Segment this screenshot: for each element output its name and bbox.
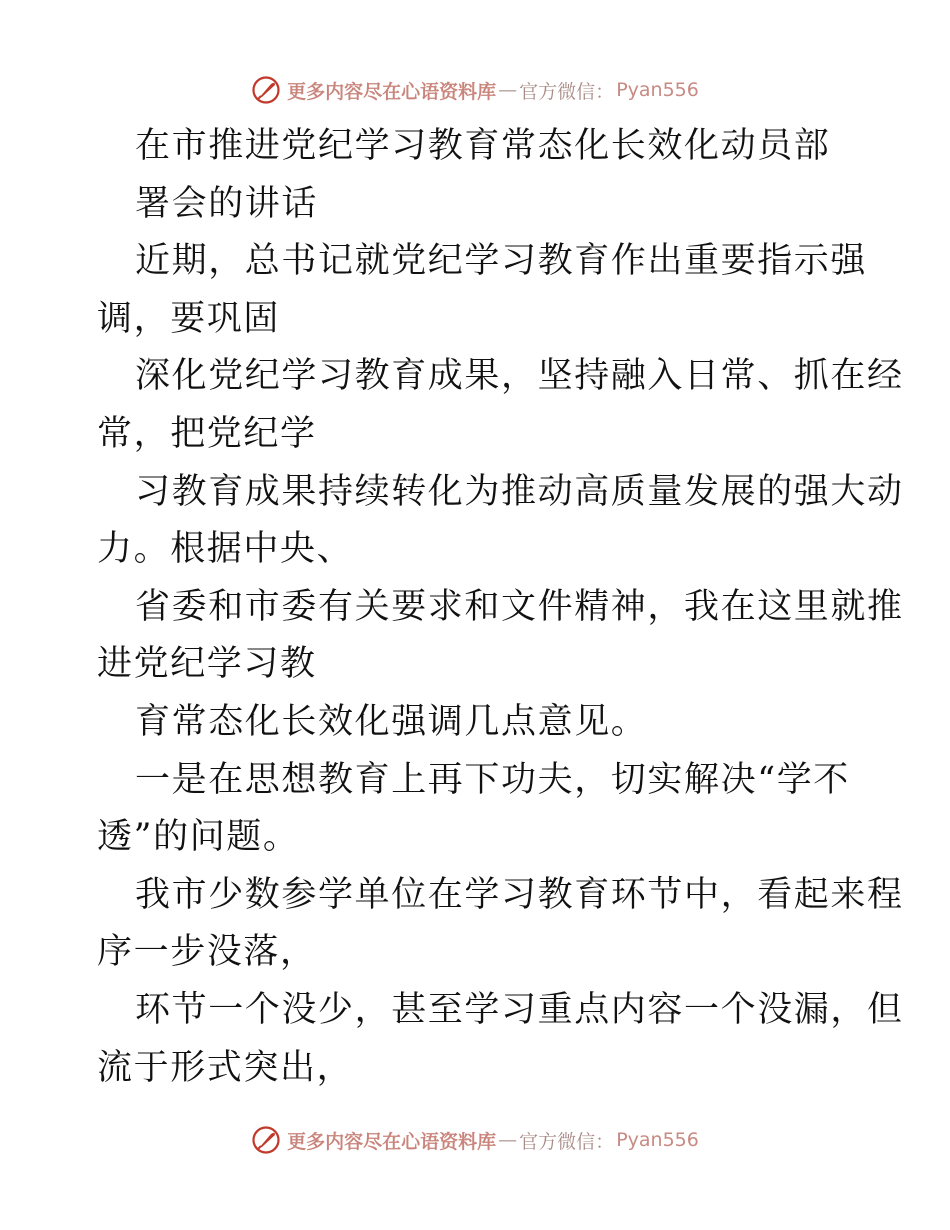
text-line: 习教育成果持续转化为推动高质量发展的强大动 — [135, 471, 904, 512]
text-line: 调，要巩固 — [97, 298, 281, 339]
text-line: 深化党纪学习教育成果，坚持融入日常、抓在经 — [135, 356, 904, 397]
document-body — [97, 118, 904, 1097]
text-line: 在市推进党纪学习教育常态化长效化动员部 — [135, 126, 831, 166]
text-line: 常，把党纪学 — [97, 413, 317, 454]
text-line: 环节一个没少，甚至学习重点内容一个没漏，但 — [135, 989, 904, 1030]
header-account: Pyan556 — [616, 79, 699, 101]
footer-brand-text: 更多内容尽在心语资料库 — [287, 1130, 497, 1153]
text-line: 力。根据中央、 — [97, 529, 354, 570]
text-line: 进党纪学习教 — [97, 644, 317, 685]
text-line: 一是在思想教育上再下功夫，切实解决“学不 — [135, 759, 850, 800]
quill-logo-icon — [251, 1125, 281, 1155]
footer-banner — [0, 1120, 950, 1160]
header-separator: — — [498, 79, 518, 101]
footer-account: Pyan556 — [616, 1129, 699, 1151]
text-line: 流于形式突出， — [97, 1047, 354, 1088]
text-line: 近期，总书记就党纪学习教育作出重要指示强 — [135, 241, 868, 282]
text-line: 透”的问题。 — [97, 817, 300, 858]
footer-separator: — — [498, 1129, 518, 1151]
text-line: 省委和市委有关要求和文件精神，我在这里就推 — [135, 586, 904, 627]
header-contact-label: 官方微信： — [519, 80, 615, 103]
text-line: 我市少数参学单位在学习教育环节中，看起来程 — [135, 874, 904, 915]
header-brand-text: 更多内容尽在心语资料库 — [287, 80, 497, 103]
text-line: 育常态化长效化强调几点意见。 — [135, 701, 648, 742]
text-line: 序一步没落， — [97, 932, 317, 973]
header-banner — [0, 70, 950, 110]
footer-contact-label: 官方微信： — [519, 1130, 615, 1153]
text-line: 署会的讲话 — [135, 183, 319, 224]
quill-logo-icon — [251, 75, 281, 105]
